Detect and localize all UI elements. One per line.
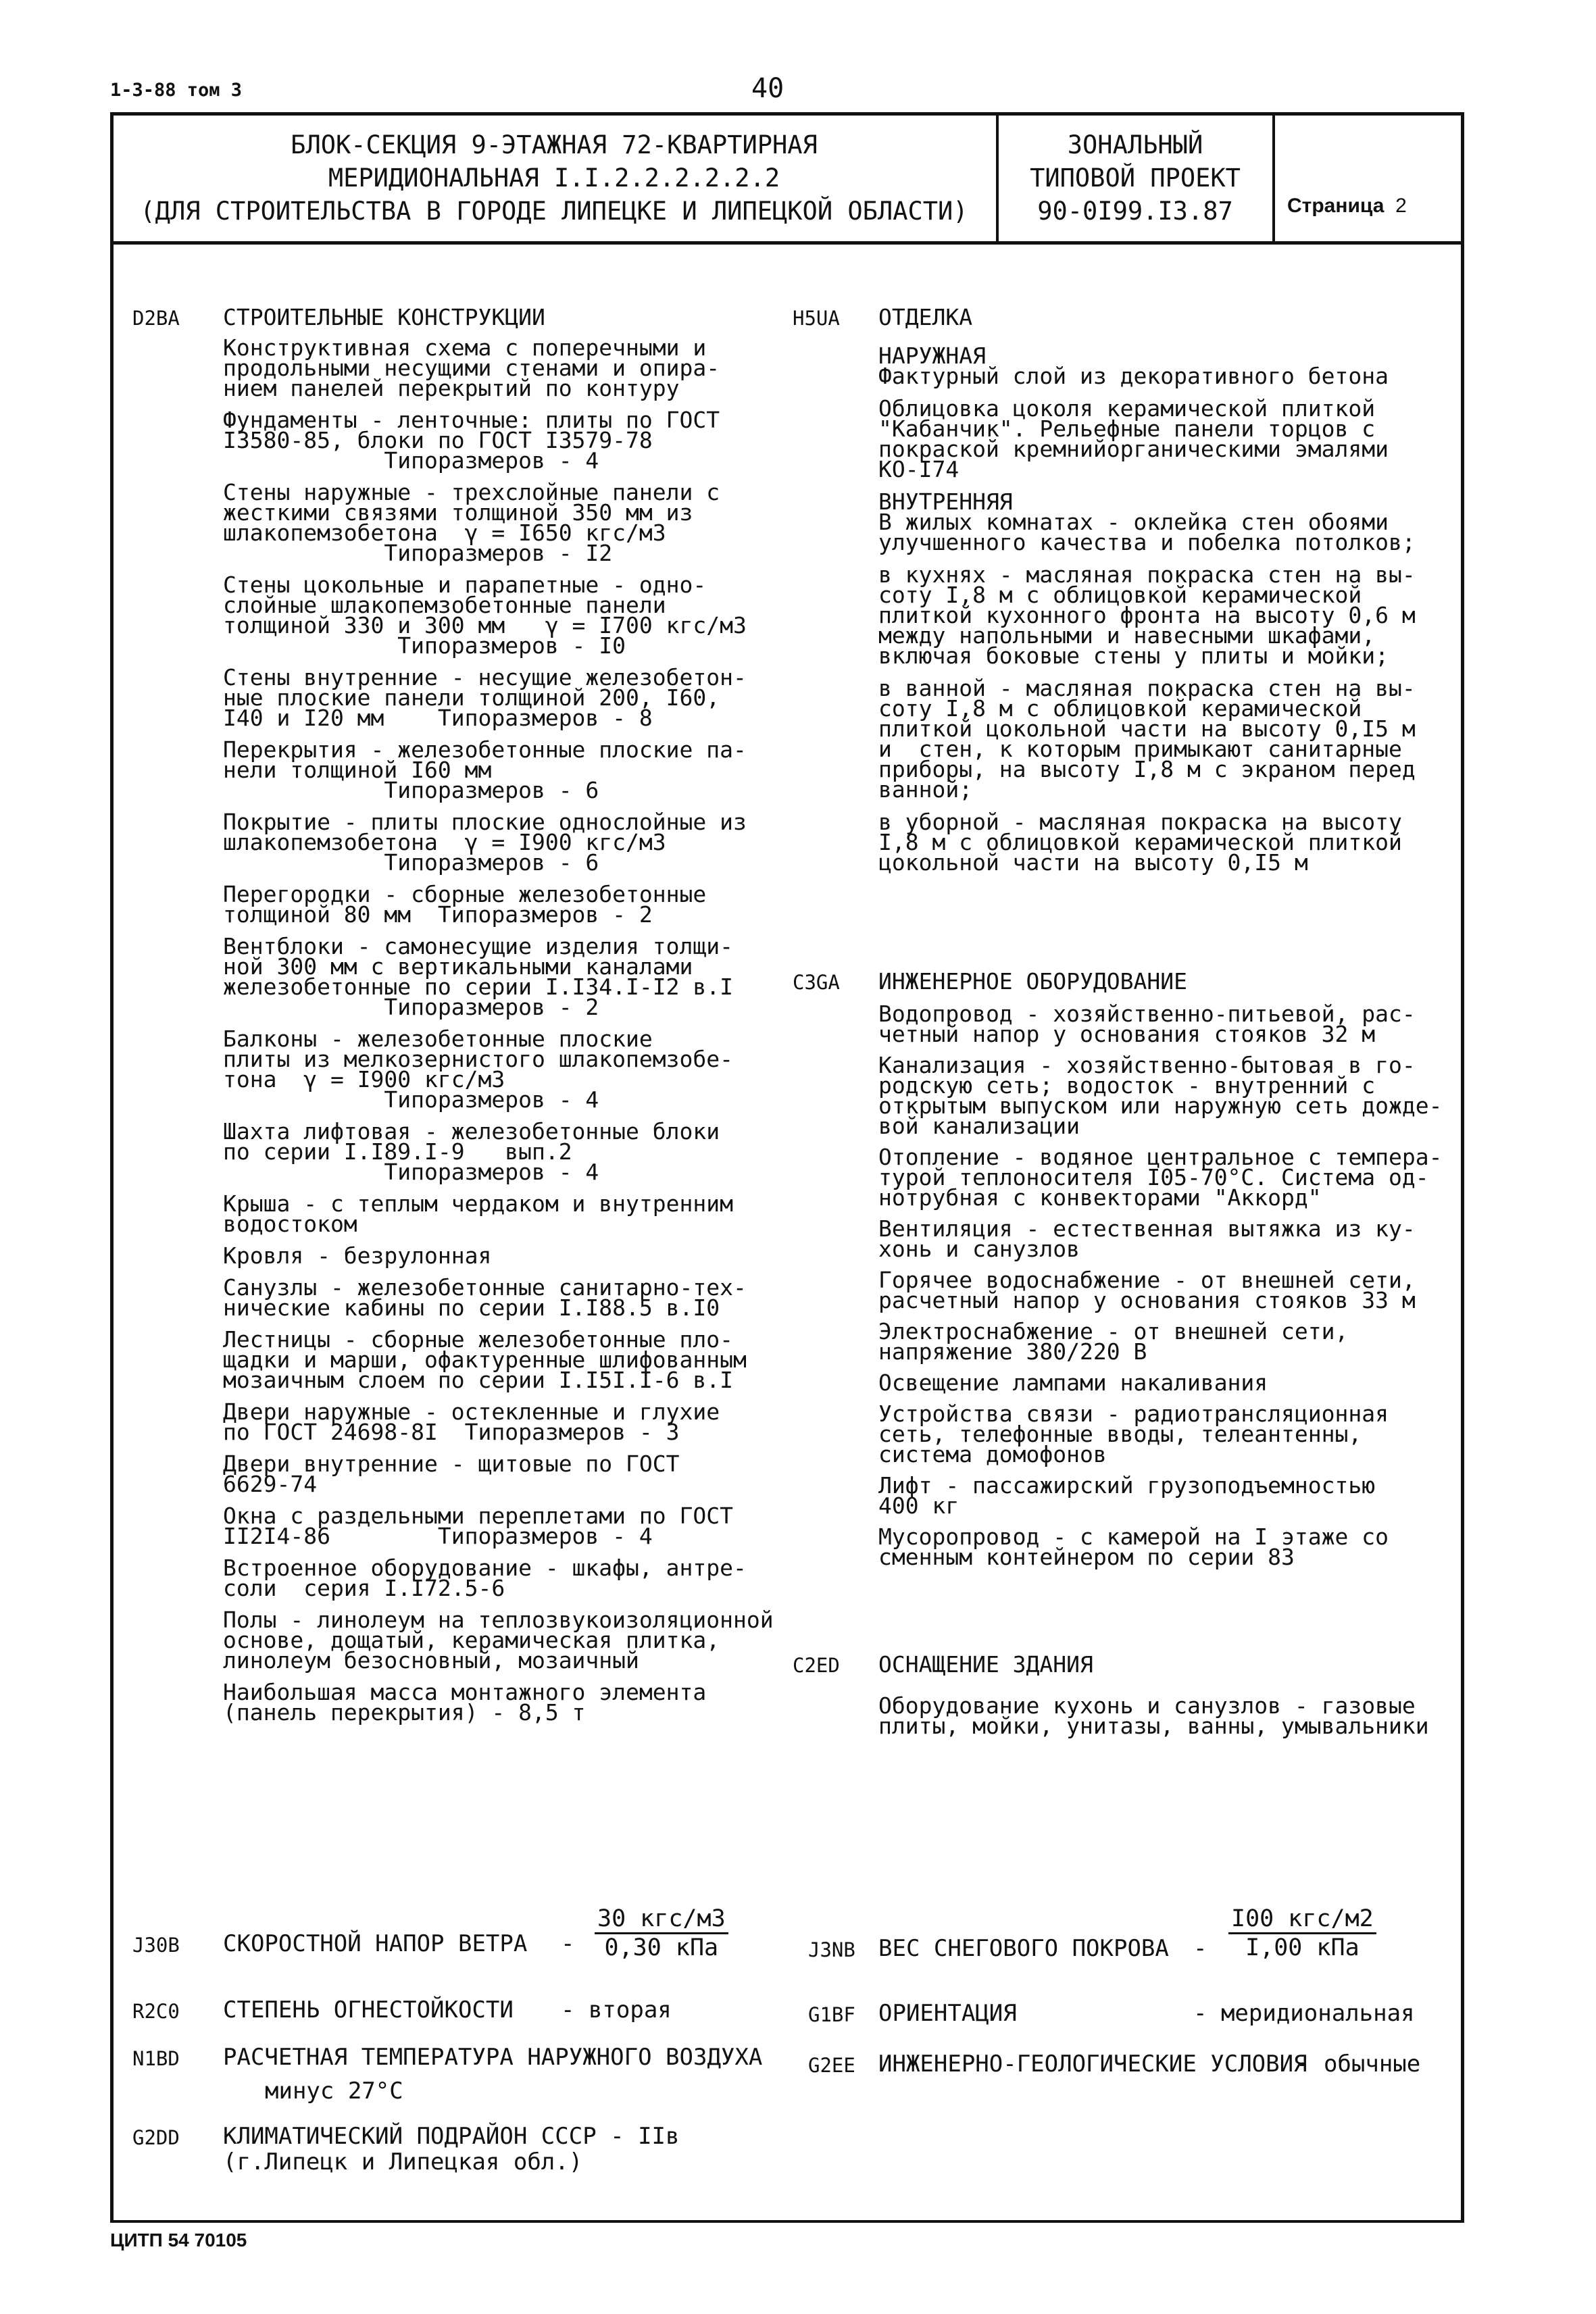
text-line: Мусоропровод - с камерой на I этаже со [878, 1524, 1389, 1550]
text-line: шлакопемзобетона γ = I650 кгс/м3 [223, 520, 666, 546]
text-line: Двери внутренние - щитовые по ГОСТ [223, 1451, 680, 1477]
text-line: плиты из мелкозернистого шлакопемзобе- [223, 1046, 733, 1072]
paragraph [878, 1318, 1442, 1365]
text-line: тона γ = I900 кгс/м3 [223, 1066, 505, 1092]
text-line: Освещение лампами накаливания [878, 1369, 1268, 1396]
text-line: между напольными и навесными шкафами, [878, 622, 1376, 649]
project-line: ЗОНАЛЬНЫЙ [1067, 130, 1203, 159]
fire-value: - вторая [561, 1996, 672, 2023]
text-line: Типоразмеров - 2 [223, 994, 599, 1020]
prop-code: J3NB [808, 1938, 855, 1961]
section-code: C3GA [793, 971, 840, 994]
prop-code: N1BD [132, 2047, 180, 2070]
wind-kpa: 0,30 кПа [604, 1934, 719, 1961]
text-line: КО-I74 [878, 456, 959, 482]
title-divider-2 [1272, 112, 1275, 245]
text-line: система домофонов [878, 1441, 1107, 1467]
text-line: II2I4-86 Типоразмеров - 4 [223, 1523, 653, 1549]
paragraph [223, 1399, 774, 1445]
section-title-construction: СТРОИТЕЛЬНЫЕ КОНСТРУКЦИИ [223, 304, 545, 330]
text-line: НАРУЖНАЯ [878, 343, 986, 369]
paragraph [878, 1692, 1429, 1739]
paragraph [223, 1274, 774, 1321]
text-line: линолеум безосновный, мозаичный [223, 1647, 639, 1674]
text-line: улучшенного качества и побелка потолков; [878, 529, 1416, 555]
text-line: расчетный напор у основания стояков 33 м [878, 1287, 1416, 1313]
text-line: 6629-74 [223, 1471, 318, 1497]
text-line: ные плоские панели толщиной 200, I60, [223, 684, 720, 711]
text-line: в уборной - масляная покраска на высоту [878, 809, 1402, 835]
section-title-finish: ОТДЕЛКА [878, 304, 973, 330]
equipment-text [878, 1692, 1429, 1746]
paragraph [878, 1001, 1442, 1047]
text-line: нотрубная с конвекторами "Аккорд" [878, 1184, 1322, 1211]
paragraph [878, 343, 1416, 389]
geology-label: ИНЖЕНЕРНО-ГЕОЛОГИЧЕСКИЕ УСЛОВИЯ [878, 2051, 1307, 2078]
text-line: Отопление - водяное центральное с темпера- [878, 1144, 1443, 1170]
paragraph [223, 809, 774, 876]
paragraph [223, 572, 774, 659]
text-line: ванной; [878, 776, 973, 803]
paragraph [878, 1215, 1442, 1262]
paragraph [223, 664, 774, 731]
text-line: турой теплоносителя I05-70°С. Система од- [878, 1164, 1429, 1190]
construction-text [223, 334, 774, 1734]
text-line: продольными несущими стенами и опира- [223, 355, 720, 381]
text-line: щадки и марши, офактуренные шлифованным [223, 1347, 747, 1373]
project-code-block [1001, 128, 1269, 228]
text-line: приборы, на высоту I,8 м с экраном перед [878, 756, 1416, 782]
prop-code: G2EE [808, 2054, 855, 2077]
prop-code: G1BF [808, 2003, 855, 2026]
paragraph [223, 1242, 774, 1269]
text-line: Фундаменты - ленточные: плиты по ГОСТ [223, 407, 720, 433]
snow-kgs: I00 кгс/м2 [1228, 1905, 1376, 1934]
text-line: Типоразмеров - 4 [223, 1086, 599, 1113]
text-line: Оборудование кухонь и санузлов - газовые [878, 1692, 1416, 1719]
title-line: (ДЛЯ СТРОИТЕЛЬСТВА В ГОРОДЕ ЛИПЕЦКЕ И ЛИПЕЦКОЙ ОБЛАСТИ) [140, 197, 968, 226]
paragraph [223, 1326, 774, 1393]
paragraph [223, 1118, 774, 1185]
section-title-engineering: ИНЖЕНЕРНОЕ ОБОРУДОВАНИЕ [878, 968, 1187, 995]
text-line: шлакопемзобетона γ = I900 кгс/м3 [223, 829, 666, 855]
paragraph [878, 1524, 1442, 1570]
text-line: хонь и санузлов [878, 1236, 1080, 1262]
wind-kgs: 30 кгс/м3 [595, 1905, 728, 1934]
text-line: Окна с раздельными переплетами по ГОСТ [223, 1503, 733, 1529]
series-label: 1-3-88 том 3 [110, 80, 243, 101]
text-line: 400 кг [878, 1492, 959, 1519]
fire-label: СТЕПЕНЬ ОГНЕСТОЙКОСТИ [223, 1996, 514, 2023]
text-line: (панель перекрытия) - 8,5 т [223, 1699, 586, 1726]
paragraph [878, 1369, 1442, 1396]
temperature-value: минус 27°С [265, 2078, 403, 2105]
text-line: Облицовка цоколя керамической плиткой [878, 395, 1376, 422]
text-line: Покрытие - плиты плоские однослойные из [223, 809, 747, 835]
snow-dash: - [1193, 1935, 1207, 1962]
text-line: Вентблоки - самонесущие изделия толщи- [223, 933, 733, 959]
print-code: ЦИТП 54 70105 [110, 2230, 247, 2250]
paragraph [223, 334, 774, 401]
paragraph [223, 1679, 774, 1726]
paragraph [223, 407, 774, 474]
page-number: 40 [751, 73, 784, 104]
paragraph [223, 1451, 774, 1497]
geology-value: - обычные [1296, 2051, 1421, 2078]
paragraph [223, 736, 774, 803]
text-line: плиткой кухонного фронта на высоту 0,6 м [878, 602, 1416, 628]
text-line: Двери наружные - остекленные и глухие [223, 1399, 720, 1425]
text-line: ной 300 мм с вертикальными каналами [223, 953, 693, 980]
text-line: Лестницы - сборные железобетонные пло- [223, 1326, 733, 1353]
text-line: четный напор у основания стояков 32 м [878, 1021, 1376, 1047]
text-line: Типоразмеров - I2 [223, 540, 613, 566]
text-line: водостоком [223, 1211, 357, 1237]
text-line: Типоразмеров - I0 [223, 632, 626, 659]
paragraph [878, 1401, 1442, 1467]
text-line: В жилых комнатах - оклейка стен обоями [878, 509, 1389, 535]
climate-label: КЛИМАТИЧЕСКИЙ ПОДРАЙОН СССР - IIв [223, 2123, 680, 2150]
finish-text [878, 343, 1416, 885]
text-line: Санузлы - железобетонные санитарно-тех- [223, 1274, 747, 1301]
text-line: "Кабанчик". Рельефные панели торцов с [878, 416, 1376, 442]
text-line: ВНУТРЕННЯЯ [878, 488, 1013, 515]
snow-value [1228, 1905, 1376, 1961]
text-line: толщиной 80 мм Типоразмеров - 2 [223, 901, 653, 928]
text-line: Горячее водоснабжение - от внешней сети, [878, 1267, 1416, 1293]
text-line: сеть, телефонные вводы, телеантенны, [878, 1421, 1362, 1447]
title-line: БЛОК-СЕКЦИЯ 9-ЭТАЖНАЯ 72-КВАРТИРНАЯ [291, 130, 818, 159]
paragraph [878, 1052, 1443, 1139]
text-line: Конструктивная схема с поперечными и [223, 334, 707, 361]
snow-kpa: I,00 кПа [1245, 1934, 1360, 1961]
temperature-label: РАСЧЕТНАЯ ТЕМПЕРАТУРА НАРУЖНОГО ВОЗДУХА [223, 2044, 763, 2071]
wind-label: СКОРОСТНОЙ НАПОР ВЕТРА [223, 1930, 528, 1957]
text-line: вой канализации [878, 1113, 1080, 1139]
section-title-equipment: ОСНАЩЕНИЕ ЗДАНИЯ [878, 1651, 1093, 1678]
title-divider-1 [996, 112, 999, 245]
text-line: нием панелей перекрытий по контуру [223, 375, 680, 401]
text-line: Шахта лифтовая - железобетонные блоки [223, 1118, 720, 1145]
paragraph [223, 933, 774, 1020]
title-line: МЕРИДИОНАЛЬНАЯ I.I.2.2.2.2.2.2 [328, 164, 780, 193]
text-line: Фактурный слой из декоративного бетона [878, 363, 1389, 389]
paragraph [223, 1190, 774, 1237]
paragraph [223, 1026, 774, 1113]
paragraph [223, 479, 774, 566]
text-line: Полы - линолеум на теплозвукоизоляционной [223, 1607, 774, 1633]
sheet-value: 2 [1395, 195, 1407, 217]
snow-label: ВЕС СНЕГОВОГО ПОКРОВА [878, 1935, 1169, 1962]
text-line: Типоразмеров - 6 [223, 849, 599, 876]
text-line: включая боковые стены у плиты и мойки; [878, 643, 1389, 669]
text-line: и стен, к которым примыкают санитарные [878, 736, 1402, 762]
text-line: соту I,8 м с облицовкой керамической [878, 695, 1362, 722]
text-line: Устройства связи - радиотрансляционная [878, 1401, 1389, 1427]
text-line: Балконы - железобетонные плоские [223, 1026, 653, 1052]
text-line: Крыша - с теплым чердаком и внутренним [223, 1190, 733, 1217]
paragraph [223, 1555, 774, 1601]
paragraph [878, 395, 1416, 482]
text-line: I3580-85, блоки по ГОСТ I3579-78 [223, 427, 653, 453]
paragraph [878, 675, 1416, 803]
text-line: Наибольшая масса монтажного элемента [223, 1679, 707, 1705]
project-line: ТИПОВОЙ ПРОЕКТ [1030, 164, 1241, 193]
prop-code: R2C0 [132, 2000, 180, 2023]
sheet-number [1287, 195, 1407, 218]
prop-code: G2DD [132, 2126, 180, 2149]
text-line: Стены цокольные и парапетные - одно- [223, 572, 707, 598]
text-line: в ванной - масляная покраска стен на вы- [878, 675, 1416, 701]
text-line: соли серия I.I72.5-6 [223, 1575, 505, 1601]
text-line: I40 и I20 мм Типоразмеров - 8 [223, 705, 653, 731]
paragraph [878, 561, 1416, 669]
text-line: Лифт - пассажирский грузоподъемностью [878, 1472, 1376, 1499]
text-line: плиткой цокольной части на высоту 0,I5 м [878, 715, 1416, 742]
text-line: напряжение 380/220 В [878, 1338, 1147, 1365]
section-code: H5UA [793, 307, 840, 330]
text-line: соту I,8 м с облицовкой керамической [878, 582, 1362, 608]
paragraph [878, 1144, 1443, 1211]
text-line: толщиной 330 и 300 мм γ = I700 кгс/м3 [223, 612, 747, 638]
project-line: 90-0I99.I3.87 [1037, 197, 1233, 226]
engineering-text [878, 1001, 1443, 1578]
text-line: Водопровод - хозяйственно-питьевой, рас- [878, 1001, 1416, 1027]
text-line: Стены наружные - трехслойные панели с [223, 479, 720, 505]
text-line: слойные шлакопемзобетонные панели [223, 592, 666, 618]
text-line: покраской кремнийорганическими эмалями [878, 436, 1389, 462]
text-line: сменным контейнером по серии 83 [878, 1544, 1295, 1570]
text-line: Перегородки - сборные железобетонные [223, 881, 707, 907]
text-line: открытым выпуском или наружную сеть дожде- [878, 1092, 1443, 1119]
paragraph [878, 488, 1416, 555]
orientation-label: ОРИЕНТАЦИЯ [878, 2000, 1017, 2027]
text-line: Канализация - хозяйственно-бытовая в го- [878, 1052, 1416, 1078]
climate-value: (г.Липецк и Липецкая обл.) [223, 2148, 583, 2175]
paragraph [223, 1503, 774, 1549]
text-line: по ГОСТ 24698-8I Типоразмеров - 3 [223, 1419, 680, 1445]
text-line: основе, дощатый, керамическая плитка, [223, 1627, 720, 1653]
text-line: родскую сеть; водосток - внутренний с [878, 1072, 1376, 1099]
prop-code: J30B [132, 1934, 180, 1957]
text-line: по серии I.I89.I-9 вып.2 [223, 1138, 572, 1165]
text-line: Электроснабжение - от внешней сети, [878, 1318, 1349, 1344]
wind-value [595, 1905, 728, 1961]
text-line: в кухнях - масляная покраска стен на вы- [878, 561, 1416, 588]
text-line: жесткими связями толщиной 350 мм из [223, 499, 693, 526]
text-line: Стены внутренние - несущие железобетон- [223, 664, 747, 690]
text-line: Типоразмеров - 4 [223, 447, 599, 474]
text-line: железобетонные по серии I.I34.I-I2 в.I [223, 974, 733, 1000]
text-line: нели толщиной I60 мм [223, 757, 492, 783]
section-code: D2BA [132, 307, 180, 330]
orientation-value: - меридиональная [1193, 2000, 1415, 2027]
wind-dash: - [561, 1930, 575, 1957]
text-line: Типоразмеров - 6 [223, 777, 599, 803]
section-code: C2ED [793, 1654, 840, 1677]
text-line: плиты, мойки, унитазы, ванны, умывальники [878, 1713, 1429, 1739]
paragraph [878, 809, 1416, 876]
text-line: Кровля - безрулонная [223, 1242, 492, 1269]
text-line: мозаичным слоем по серии I.I5I.I-6 в.I [223, 1367, 733, 1393]
text-line: Типоразмеров - 4 [223, 1159, 599, 1185]
text-line: Вентиляция - естественная вытяжка из ку- [878, 1215, 1416, 1242]
document-title [118, 128, 990, 228]
paragraph [878, 1267, 1442, 1313]
text-line: нические кабины по серии I.I88.5 в.I0 [223, 1294, 720, 1321]
paragraph [223, 1607, 774, 1674]
paragraph [878, 1472, 1442, 1519]
text-line: I,8 м с облицовкой керамической плиткой [878, 829, 1402, 855]
sheet-label: Страница [1287, 195, 1385, 217]
text-line: Встроенное оборудование - шкафы, антре- [223, 1555, 747, 1581]
text-line: Перекрытия - железобетонные плоские па- [223, 736, 747, 763]
text-line: цокольной части на высоту 0,I5 м [878, 849, 1308, 876]
paragraph [223, 881, 774, 928]
